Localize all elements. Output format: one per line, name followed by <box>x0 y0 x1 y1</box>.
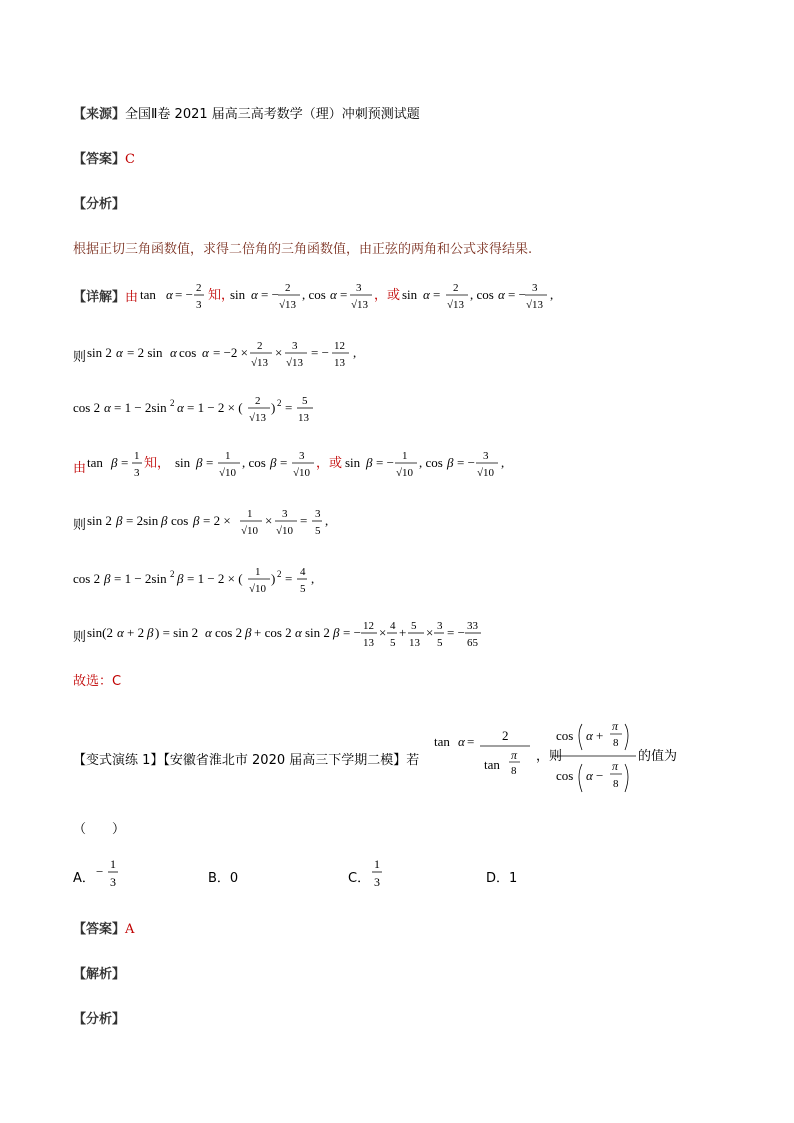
svg-text:+ 2: + 2 <box>127 625 145 640</box>
svg-text:, cos: , cos <box>419 455 443 470</box>
sin2b-equation <box>87 501 367 541</box>
source-tag: 【来源】 <box>73 107 126 122</box>
svg-text:β: β <box>161 513 168 528</box>
svg-text:2: 2 <box>285 282 291 294</box>
svg-text:3: 3 <box>374 875 380 889</box>
answer-line-1 <box>73 148 135 167</box>
svg-text:,: , <box>311 571 315 586</box>
svg-text:√13: √13 <box>251 357 269 369</box>
svg-text:5: 5 <box>411 620 417 632</box>
svg-text:β: β <box>245 625 252 640</box>
svg-text:= 2 sin: = 2 sin <box>127 345 163 360</box>
svg-text:tan: tan <box>140 287 156 302</box>
svg-text:cos: cos <box>556 728 574 743</box>
option-c <box>348 867 370 886</box>
then-label-3: 则 <box>73 630 87 645</box>
answer-tag: 【答案】 <box>73 152 126 167</box>
svg-text:12: 12 <box>363 620 374 632</box>
svg-text:π: π <box>612 759 619 773</box>
svg-text:8: 8 <box>511 765 517 777</box>
svg-text:√10: √10 <box>477 467 495 479</box>
svg-text:α: α <box>104 400 111 415</box>
analysis-line-2 <box>73 963 125 982</box>
svg-text:sin: sin <box>175 455 191 470</box>
svg-text:4: 4 <box>390 620 396 632</box>
svg-text:= −: = − <box>447 625 465 640</box>
analysis-line-3 <box>73 1008 125 1027</box>
svg-text:= −2 ×: = −2 × <box>213 345 248 360</box>
svg-text:√10: √10 <box>241 525 259 537</box>
svg-text:13: 13 <box>409 637 420 649</box>
svg-text:5: 5 <box>315 525 321 537</box>
svg-text:α: α <box>166 287 173 302</box>
svg-text:α: α <box>117 625 124 640</box>
svg-text:α: α <box>498 287 505 302</box>
svg-text:√13: √13 <box>249 412 267 424</box>
svg-text:α: α <box>202 345 209 360</box>
svg-text:tan: tan <box>434 734 450 749</box>
svg-text:π: π <box>612 719 619 733</box>
then-label-2: 则 <box>73 518 87 533</box>
svg-text:cos 2: cos 2 <box>215 625 243 640</box>
svg-text:3: 3 <box>315 508 321 520</box>
analysis-line-1 <box>73 193 125 212</box>
svg-text:2: 2 <box>277 569 282 579</box>
detail-equation <box>140 275 590 315</box>
svg-text:sin: sin <box>230 287 246 302</box>
svg-text:): ) <box>271 571 276 586</box>
svg-text:=: = <box>206 455 214 470</box>
svg-text:3: 3 <box>356 282 362 294</box>
svg-text:β: β <box>177 571 184 586</box>
svg-text:α: α <box>170 345 177 360</box>
svg-text:= 2sin: = 2sin <box>126 513 159 528</box>
svg-text:8: 8 <box>613 737 619 749</box>
svg-text:√13: √13 <box>351 299 369 311</box>
svg-text:sin 2: sin 2 <box>87 345 112 360</box>
svg-text:×: × <box>426 625 434 640</box>
svg-text:, cos: , cos <box>470 287 494 302</box>
source-text: 全国Ⅱ卷 2021 届高三高考数学（理）冲刺预测试题 <box>125 107 420 122</box>
tanb-know: 知， <box>144 456 171 471</box>
svg-text:×: × <box>265 513 273 528</box>
svg-text:3: 3 <box>532 282 538 294</box>
tanb-equation <box>87 443 537 483</box>
tanb-or: ，或 <box>316 456 343 471</box>
svg-text:tan: tan <box>484 757 500 772</box>
svg-text:=: = <box>467 734 475 749</box>
svg-text:α: α <box>251 287 258 302</box>
option-c-label: C． <box>348 871 371 886</box>
svg-text:13: 13 <box>363 637 374 649</box>
svg-text:= −: = − <box>311 345 329 360</box>
svg-text:α: α <box>586 728 593 743</box>
svg-text:3: 3 <box>437 620 443 632</box>
svg-text:5: 5 <box>390 637 396 649</box>
svg-text:tan: tan <box>87 455 103 470</box>
svg-text:β: β <box>111 455 118 470</box>
svg-text:+ cos 2: + cos 2 <box>254 625 292 640</box>
paren-line: （ ） <box>73 822 126 837</box>
svg-text:+: + <box>399 625 407 640</box>
option-a-value <box>96 852 126 896</box>
then-line-2 <box>73 514 86 533</box>
svg-text:α: α <box>330 287 337 302</box>
svg-text:= −: = − <box>261 287 279 302</box>
svg-text:, cos: , cos <box>302 287 326 302</box>
svg-text:cos: cos <box>179 345 197 360</box>
svg-text:3: 3 <box>110 875 116 889</box>
variant-mid: ，则 <box>536 749 563 764</box>
svg-text:α: α <box>295 625 302 640</box>
svg-text:sin: sin <box>345 455 361 470</box>
svg-text:sin 2: sin 2 <box>87 513 112 528</box>
svg-text:√10: √10 <box>249 583 267 595</box>
svg-text:α: α <box>423 287 430 302</box>
svg-text:1: 1 <box>402 450 408 462</box>
from-label: 由 <box>73 461 87 476</box>
svg-text:cos 2: cos 2 <box>73 571 101 586</box>
svg-text:2: 2 <box>255 395 261 407</box>
svg-text:) = sin 2: ) = sin 2 <box>155 625 199 640</box>
option-b: B．0 <box>208 871 239 886</box>
svg-text:1: 1 <box>374 857 380 871</box>
svg-text:65: 65 <box>467 637 478 649</box>
svg-text:): ) <box>271 400 276 415</box>
svg-text:sin: sin <box>402 287 418 302</box>
svg-text:3: 3 <box>134 467 140 479</box>
svg-text:α: α <box>205 625 212 640</box>
svg-text:β: β <box>104 571 111 586</box>
option-d: D．1 <box>486 871 518 886</box>
variant-equation <box>432 712 692 802</box>
svg-text:α: α <box>177 400 184 415</box>
svg-text:2: 2 <box>170 569 175 579</box>
svg-text:,: , <box>325 513 329 528</box>
variant-end: 的值为 <box>638 749 678 764</box>
svg-text:= −: = − <box>457 455 475 470</box>
svg-text:2: 2 <box>453 282 459 294</box>
svg-text:×: × <box>379 625 387 640</box>
svg-text:13: 13 <box>334 357 345 369</box>
variant-line <box>73 749 419 768</box>
svg-text:sin 2: sin 2 <box>305 625 330 640</box>
svg-text:√13: √13 <box>279 299 297 311</box>
svg-text:= 1 − 2sin: = 1 − 2sin <box>114 571 167 586</box>
answer2-value: A <box>125 922 135 937</box>
svg-text:= 2 ×: = 2 × <box>203 513 231 528</box>
svg-text:=: = <box>280 455 288 470</box>
svg-text:8: 8 <box>613 778 619 790</box>
svg-text:×: × <box>275 345 283 360</box>
svg-text:2: 2 <box>196 282 202 294</box>
detail-line <box>73 286 138 305</box>
svg-text:=: = <box>285 571 293 586</box>
source-line <box>73 103 420 122</box>
svg-text:= −: = − <box>508 287 526 302</box>
svg-text:1: 1 <box>110 857 116 871</box>
answer-line-2 <box>73 918 134 937</box>
svg-text:,: , <box>550 287 554 302</box>
detail-know: 知， <box>208 288 235 303</box>
svg-text:β: β <box>270 455 277 470</box>
analysis-text: 根据正切三角函数值，求得二倍角的三角函数值，由正弦的两角和公式求得结果. <box>73 242 533 257</box>
svg-text:, cos: , cos <box>242 455 266 470</box>
svg-text:β: β <box>193 513 200 528</box>
svg-text:π: π <box>511 748 518 762</box>
svg-text:β: β <box>366 455 373 470</box>
svg-text:33: 33 <box>467 620 478 632</box>
svg-text:+: + <box>596 728 604 743</box>
svg-text:3: 3 <box>282 508 288 520</box>
svg-text:sin(2: sin(2 <box>87 625 113 640</box>
detail-tag: 【详解】 <box>73 290 126 305</box>
detail-pre: 由 <box>125 290 139 305</box>
then-label-1: 则 <box>73 350 87 365</box>
svg-text:β: β <box>116 513 123 528</box>
svg-text:3: 3 <box>292 340 298 352</box>
svg-text:√10: √10 <box>276 525 294 537</box>
svg-text:5: 5 <box>300 583 306 595</box>
svg-text:,: , <box>501 455 505 470</box>
svg-text:α: α <box>116 345 123 360</box>
cos2b-equation <box>73 559 333 599</box>
option-c-value <box>370 852 390 896</box>
sin2a-equation <box>87 333 387 373</box>
svg-text:= −: = − <box>343 625 361 640</box>
svg-text:1: 1 <box>225 450 231 462</box>
svg-text:β: β <box>333 625 340 640</box>
svg-text:√13: √13 <box>526 299 544 311</box>
analysis-tag: 【分析】 <box>73 197 126 212</box>
svg-text:3: 3 <box>483 450 489 462</box>
svg-text:−: − <box>596 768 604 783</box>
svg-text:cos: cos <box>171 513 189 528</box>
option-a-label: A． <box>73 871 95 886</box>
svg-text:=: = <box>121 455 129 470</box>
svg-text:√10: √10 <box>396 467 414 479</box>
svg-text:=: = <box>340 287 348 302</box>
svg-text:√10: √10 <box>219 467 237 479</box>
svg-text:α: α <box>586 768 593 783</box>
variant-tag: 【变式演练 1】【安徽省淮北市 2020 届高三下学期二模】若 <box>73 753 420 768</box>
svg-text:2: 2 <box>277 398 282 408</box>
svg-text:= 1 − 2 × (: = 1 − 2 × ( <box>187 571 243 586</box>
svg-text:√10: √10 <box>293 467 311 479</box>
svg-text:2: 2 <box>502 728 509 743</box>
svg-text:β: β <box>196 455 203 470</box>
then-line-1 <box>73 346 86 365</box>
svg-text:=: = <box>300 513 308 528</box>
svg-text:1: 1 <box>247 508 253 520</box>
svg-text:1: 1 <box>255 566 261 578</box>
analysis3-tag: 【分析】 <box>73 1012 126 1027</box>
svg-text:13: 13 <box>298 412 309 424</box>
svg-text:=: = <box>433 287 441 302</box>
svg-text:√13: √13 <box>286 357 304 369</box>
svg-text:β: β <box>147 625 154 640</box>
svg-text:2: 2 <box>257 340 263 352</box>
svg-text:,: , <box>353 345 357 360</box>
svg-text:3: 3 <box>196 299 202 311</box>
svg-text:cos: cos <box>556 768 574 783</box>
svg-text:5: 5 <box>437 637 443 649</box>
svg-text:2: 2 <box>170 398 175 408</box>
cos2a-equation <box>73 388 333 428</box>
svg-text:√13: √13 <box>447 299 465 311</box>
svg-text:α: α <box>458 734 465 749</box>
svg-text:= −: = − <box>376 455 394 470</box>
detail-or: ，或 <box>374 288 401 303</box>
from-line <box>73 457 86 476</box>
svg-text:−: − <box>96 864 104 879</box>
svg-text:4: 4 <box>300 566 306 578</box>
option-a <box>73 867 95 886</box>
svg-text:= 1 − 2sin: = 1 − 2sin <box>114 400 167 415</box>
answer2-tag: 【答案】 <box>73 922 126 937</box>
svg-text:3: 3 <box>299 450 305 462</box>
choose-line: 故选：C <box>73 674 122 689</box>
answer-value: C <box>125 152 135 167</box>
svg-text:5: 5 <box>302 395 308 407</box>
svg-text:cos 2: cos 2 <box>73 400 101 415</box>
svg-text:1: 1 <box>134 450 140 462</box>
svg-text:β: β <box>447 455 454 470</box>
analysis2-tag: 【解析】 <box>73 967 126 982</box>
then-line-3 <box>73 626 86 645</box>
svg-text:= 1 − 2 × (: = 1 − 2 × ( <box>187 400 243 415</box>
svg-text:= −: = − <box>175 287 193 302</box>
sin-sum-equation <box>87 613 507 653</box>
svg-text:=: = <box>285 400 293 415</box>
svg-text:12: 12 <box>334 340 345 352</box>
